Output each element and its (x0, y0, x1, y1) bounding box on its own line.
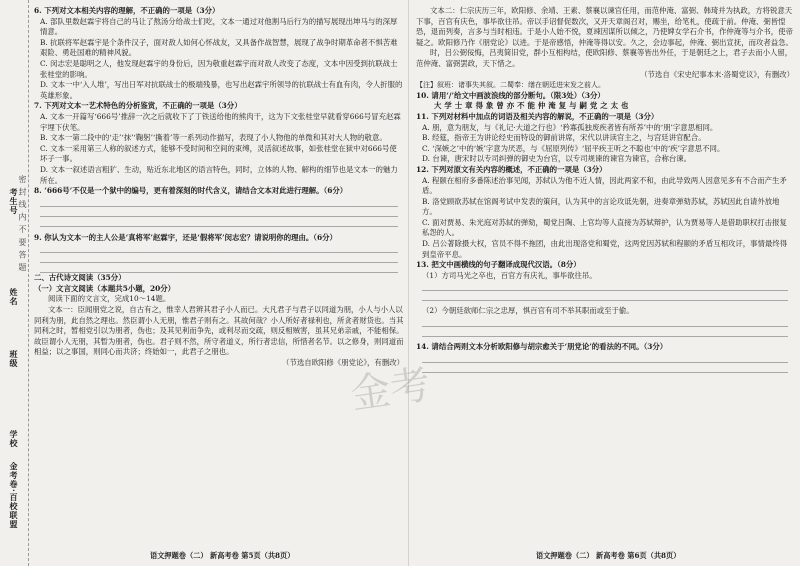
classical-text-two-cont: 时，吕公弼佞悔，吕夷简旧党，群小互相构结，使欧阳修、蔡襄等皆出外任，于是朝廷之上，君子去而小人留，范仲淹、富弼罢政，天下惜之。 (416, 48, 793, 68)
binding-margin (0, 0, 29, 566)
q7-option-a: A. 文本一开篇写‘666号’推辞一次之后就收下了丁铁送给他的熊肉干，这为下文张桂堂早就看穿666号冒充赵霖宇埋下伏笔。 (40, 111, 401, 132)
section2-title: 二、古代诗文阅读（35分） (34, 273, 126, 283)
q6-stem: 6. 下列对文本相关内容的理解，不正确的一项是（3分） (34, 6, 220, 15)
q13-sentence-1: （1）方司马光之卒也，百官方有庆礼，事毕欲往吊。 (422, 270, 597, 280)
q13-stem: 13. 把文中画横线的句子翻译成现代汉语。（8分） (416, 260, 581, 270)
seal-line-text: 密 封 线 内 不 要 答 题 (18, 175, 27, 272)
left-page-footer: 语文押题卷（二） 新高考卷 第5页（共8页） (150, 551, 295, 560)
q8-stem: 8. ‘666号’不仅是一个狱中的编号，更有着深刻的时代含义，请结合文本对此进行理解。（6分） (34, 186, 348, 196)
q7-option-c: C. 文本一采用第三人称的叙述方式，能够不受时间和空间的束缚，灵活叙述故事，如张桂堂在狱中对666号使坏子一事。 (40, 143, 397, 164)
q14-answer-line[interactable] (422, 372, 788, 373)
banji-label: 班级 (9, 350, 19, 368)
q11-option-c: C. ‘深嫉之’中的‘嫉’字意为厌恶，与《屈原列传》‘屈平疾王听之不聪也’中的‘疾’字意思不同。 (422, 143, 725, 153)
q6-option-a: A. 部队里数赵霖宇将自己的马让了熬汤分给战士们吃，文本一通过对他割马后行为的描写展现出坤马与的深厚情意。 (40, 16, 398, 37)
q12-option-c: C. 面对贾易、朱光庭对苏轼的弹劾，蜀党吕陶、上官均等人直接为苏轼辩护，认为贾易等人是借助职权打击报复私怨的人。 (422, 217, 787, 238)
q11-option-a: A. 朋，意为朋友，与《礼记·大道之行也》‘矜寡孤独废疾者皆有所养’中的‘朋’字意思相同。 (422, 122, 718, 132)
q9-stem: 9. 你认为文本一的主人公是‘真将军’赵霖宇，还是‘假将军’闵志宏？请说明你的理由。（6分） (34, 232, 337, 242)
page-fold (408, 0, 409, 566)
left-page (34, 6, 404, 369)
q12-option-b: B. 洛党顾欲苏轼在馆阁考试中发表的策问，认为其中的言论攻诋先朝，进奏章弹劾苏轼，苏轼因此自请外放地方。 (422, 196, 780, 217)
section2-subtitle: （一）文言文阅读（本题共5小题，20分） (34, 283, 176, 293)
q10-character-chain[interactable]: 大学士章得象曾亦不能仲淹复与嗣党之太也 (434, 101, 632, 111)
classical-text-two: 文本二：仁宗庆历三年，欧阳修、余靖、王素、蔡襄以谏官任用，而范仲淹、富弼、韩琦并为执政，方将锐意天下事，百官有庆色，事毕欲往吊。帝以手诏督促数次，又开天章阁召对，赐坐，给笔札，使疏于前。仲淹、弼皆惶恐，退而列奏，言多与当时相违。于是小人始不悦，夏竦因谋所以倾之，乃使婢女学石介书，作仲淹等与介书，使帝疑之。欧阳修乃作《朋党论》以进。于是帝感悟，仲淹等得以安。久之，会边事起，仲淹、弼出宣抚，而攻者益急。 (416, 6, 793, 47)
q7-option-d: D. 文本一叙述语言粗犷、生动，贴近东北地区的语言特色，同时，立体的人物、解构的细节也是文本一的魅力所在。 (40, 164, 398, 185)
q13-answer-line[interactable] (422, 326, 788, 327)
jinkaojuan-label: 金考卷·百校联盟 (9, 462, 19, 529)
q13-answer-line[interactable] (422, 336, 788, 337)
q7-option-b: B. 文本一第二段中的‘走’‘抹’‘鞠躬’‘撕着’等一系列动作描写，表现了小人物他的单微和其对大人物的敬意。 (40, 133, 387, 143)
q13-answer-line[interactable] (422, 300, 788, 301)
q12-stem: 12. 下列对原文有关内容的概述，不正确的一项是（3分） (416, 164, 607, 174)
q13-sentence-2: （2）今朝廷欲师仁宗之忠厚，惧百官有司不举其职而或至于偷。 (422, 306, 634, 316)
q9-answer-line[interactable] (40, 262, 398, 263)
section2-intro: 阅读下面的文言文，完成10～14题。 (48, 294, 171, 304)
q6-option-b: B. 抗联将军赵霖宇是个条件汉子，面对敌人如何心怀战友，又具备作战智慧，展现了战争时期革命者不惧苦难艰险、勇赴国难的精神风貌。 (40, 37, 398, 58)
q8-answer-line[interactable] (40, 206, 398, 207)
xuexiao-label: 学校 (9, 430, 19, 448)
q8-answer-line[interactable] (40, 226, 398, 227)
text-one-source: （节选自欧阳修《朋党论》，有删改） (282, 358, 404, 368)
q11-option-d: D. 台谏，唐宋时以专司纠弹的御史为台官，以专司规谏的谏官为谏官，合称台谏。 (422, 154, 692, 164)
q12-option-a: A. 程颐在相府多番陈述治事见闻，苏轼认为他不近人情，因此两家不和，由此导致两人因意见多有不合而产生矛盾。 (422, 175, 787, 196)
q11-stem: 11. 下列对材料中加点的词语及相关内容的解说，不正确的一项是（3分） (416, 111, 659, 121)
right-page-footer: 语文押题卷（二） 新高考卷 第6页（共8页） (536, 551, 681, 560)
q13-answer-line[interactable] (422, 290, 788, 291)
kaohao-label: 考生号 (9, 188, 19, 215)
q8-answer-line[interactable] (40, 216, 398, 217)
q14-stem: 14. 请结合两则文本分析欧阳修与胡宗愈关于‘朋党论’的看法的不同。（3分） (416, 342, 668, 352)
annotation-note: 【注】叙班：诸事失其叙。二蜀奉：缮在朝廷进宋发之前人。 (416, 81, 605, 90)
xingming-label: 姓名 (9, 288, 19, 306)
q12-option-d: D. 吕公著除摄大权，官员不得不拖团，由此出现洛党和蜀党，这两党因苏轼和程颐的矛盾互相攻讦，事情最终得到皇帝平息。 (422, 239, 788, 259)
q14-answer-line[interactable] (422, 362, 788, 363)
q6-option-c: C. 闵志宏是聪明之人，他发现赵霖宇的身份后，因为敬重赵霖宇而对敌人改变了态度，文本中因受到抗联战士张桂堂的影响。 (40, 58, 398, 79)
text-two-source: （节选自《宋史纪事本末·洛蜀党议》，有删改） (640, 69, 794, 79)
right-page (416, 6, 794, 373)
q10-stem: 10. 请用‘/’给文中画波浪线的部分断句。（限3处）（3分） (416, 90, 605, 100)
q11-option-b: B. 经筵，指帝王为讲论经史而特设的御前讲席，宋代以讲读官主之，与宫廷讲官配合。 (422, 133, 706, 143)
watermark-logo: 金考 (347, 361, 434, 419)
q7-stem: 7. 下列对文本一艺术特色的分析鉴赏，不正确的一项是（3分） (34, 101, 242, 111)
classical-text-one: 文本一：臣闻朋党之说，自古有之，惟幸人君辨其君子小人而已。大凡君子与君子以同道为朋，小人与小人以同利为朋，此自然之理也。然臣谓小人无朋，惟君子则有之。其故何哉？小人所好者禄利也，所贪者财货也。当其同利之时，暂相党引以为朋者，伪也；及其见利而争先，或利尽而交疏，则反相贼害，虽其兄弟亲戚，不能相保。故臣谓小人无朋，其暂为朋者，伪也。君子则不然，所守者道义，所行者忠信，所惜者名节。以之修身，则同道而相益；以之事国，则同心而共济；终始如一，此君子之朋也。 (34, 305, 404, 357)
q9-answer-line[interactable] (40, 252, 398, 253)
q6-option-d: D. 文本一中‘入人堆’，写出日军对抗联战士的极端残暴，也写出赵霖宇所领导的抗联战士有血有肉，令人折服的英雄形象。 (40, 80, 403, 100)
